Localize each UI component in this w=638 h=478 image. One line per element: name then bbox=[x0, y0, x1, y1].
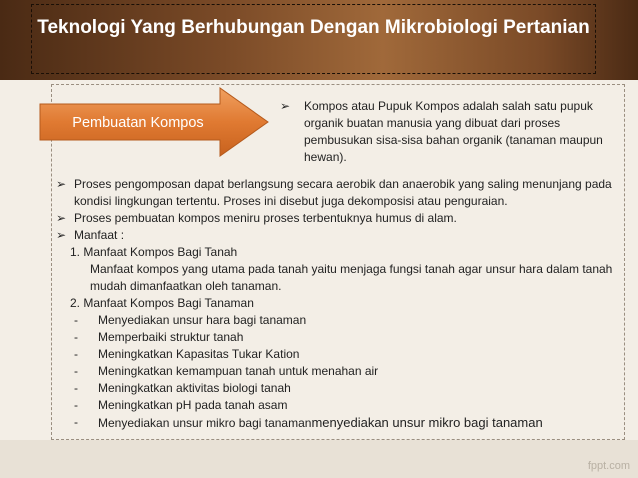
list-item bbox=[64, 397, 620, 414]
bullet-arrow-icon: ➢ bbox=[280, 99, 291, 113]
bullet-text: Proses pengomposan dapat berlangsung secara aerobik dan anaerobik yang saling menunjang pada kondisi lingkungan tertentu. Proses ini disebut juga dekomposisi atau penguraian. bbox=[74, 177, 612, 208]
list-item-text: Meningkatkan Kapasitas Tukar Kation bbox=[98, 347, 300, 361]
manfaat-1-heading: 1. Manfaat Kompos Bagi Tanah bbox=[70, 245, 238, 259]
list-item bbox=[64, 380, 620, 397]
bullet-text: Proses pembuatan kompos meniru proses terbentuknya humus di alam. bbox=[74, 211, 457, 225]
list-item bbox=[64, 329, 620, 346]
list-item-text: Memperbaiki struktur tanah bbox=[98, 330, 244, 344]
definition-text: Kompos atau Pupuk Kompos adalah salah satu pupuk organik buatan manusia yang dibuat dari proses pembusukan sisa-sisa bahan organik (tanaman maupun hewan). bbox=[304, 99, 603, 164]
bullet-arrow-icon: ➢ bbox=[56, 211, 67, 225]
bullet-arrow-icon: ➢ bbox=[56, 228, 67, 242]
definition-bullet bbox=[280, 98, 620, 166]
dash-marker: - bbox=[74, 381, 78, 395]
dash-marker: - bbox=[74, 364, 78, 378]
list-item bbox=[56, 176, 620, 210]
manfaat-2-heading: 2. Manfaat Kompos Bagi Tanaman bbox=[70, 296, 254, 310]
footer-band bbox=[0, 440, 638, 478]
dash-marker: - bbox=[74, 347, 78, 361]
main-content bbox=[56, 176, 620, 432]
list-item-text: Meningkatkan kemampuan tanah untuk menahan air bbox=[98, 364, 379, 378]
list-item-text: Meningkatkan aktivitas biologi tanah bbox=[98, 381, 291, 395]
slide-title: Teknologi Yang Berhubungan Dengan Mikrobiologi Pertanian bbox=[37, 17, 590, 38]
list-item bbox=[56, 210, 620, 227]
manfaat-1-text: Manfaat kompos yang utama pada tanah yaitu menjaga fungsi tanah agar unsur hara dalam tanah mudah dimanfaatkan oleh tanaman. bbox=[90, 262, 613, 293]
list-item bbox=[64, 346, 620, 363]
list-item bbox=[56, 227, 620, 244]
dash-marker: - bbox=[74, 415, 78, 429]
bullet-arrow-icon: ➢ bbox=[56, 177, 67, 191]
watermark: fppt.com bbox=[587, 460, 630, 472]
bullet-text: Manfaat : bbox=[74, 228, 125, 242]
list-item bbox=[64, 414, 620, 432]
list-item-text: Meningkatkan pH pada tanah asam bbox=[98, 398, 288, 412]
list-item bbox=[64, 312, 620, 329]
arrow-label: Pembuatan Kompos bbox=[72, 115, 204, 131]
dash-marker: - bbox=[74, 330, 78, 344]
list-item-text: Menyediakan unsur mikro bagi tanaman bbox=[98, 416, 312, 430]
list-item-text-large: menyediakan unsur mikro bagi tanaman bbox=[311, 415, 543, 430]
list-item-text: Menyediakan unsur hara bagi tanaman bbox=[98, 313, 307, 327]
dash-marker: - bbox=[74, 398, 78, 412]
list-item bbox=[64, 363, 620, 380]
dash-marker: - bbox=[74, 313, 78, 327]
